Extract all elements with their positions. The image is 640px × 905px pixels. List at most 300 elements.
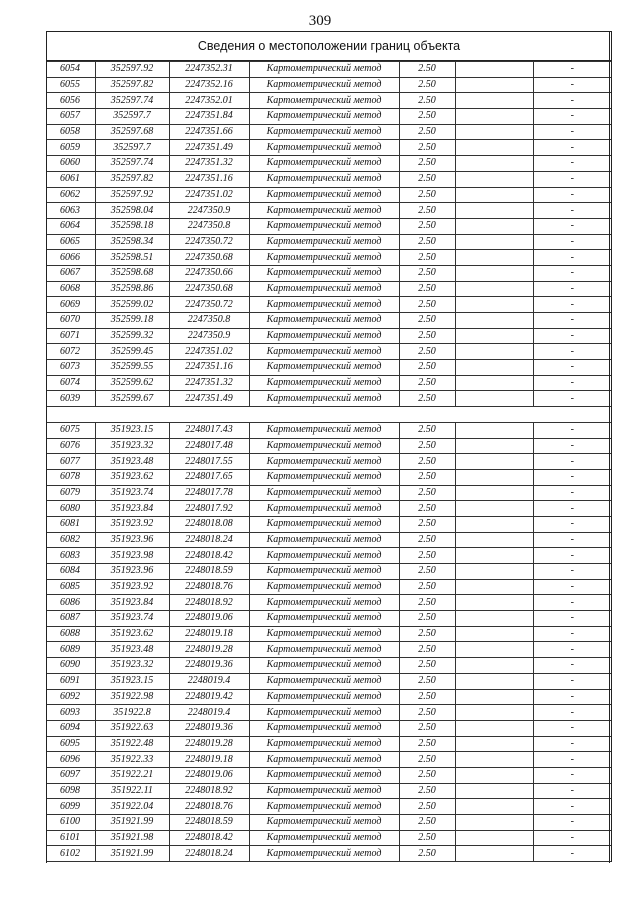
method-cell: Картометрический метод: [249, 752, 399, 768]
note-cell: -: [533, 422, 611, 438]
note-cell: -: [533, 124, 611, 140]
note-cell: -: [533, 438, 611, 454]
x-coordinate-cell: 351923.48: [95, 642, 169, 658]
point-number-cell: 6099: [47, 799, 95, 815]
y-coordinate-cell: 2248018.24: [169, 846, 249, 862]
point-number-cell: 6087: [47, 611, 95, 627]
y-coordinate-cell: 2248019.36: [169, 658, 249, 674]
accuracy-cell: 2.50: [399, 438, 455, 454]
method-cell: Картометрический метод: [249, 815, 399, 831]
accuracy-cell: 2.50: [399, 595, 455, 611]
method-cell: Картометрический метод: [249, 438, 399, 454]
accuracy-cell: 2.50: [399, 422, 455, 438]
method-cell: Картометрический метод: [249, 281, 399, 297]
note-cell: -: [533, 469, 611, 485]
point-number-cell: 6100: [47, 815, 95, 831]
x-coordinate-cell: 352599.18: [95, 313, 169, 329]
point-number-cell: 6078: [47, 469, 95, 485]
accuracy-cell: 2.50: [399, 736, 455, 752]
accuracy-cell: 2.50: [399, 328, 455, 344]
accuracy-cell: 2.50: [399, 218, 455, 234]
x-coordinate-cell: 351923.62: [95, 469, 169, 485]
accuracy-cell: 2.50: [399, 564, 455, 580]
accuracy-cell: 2.50: [399, 532, 455, 548]
y-coordinate-cell: 2247350.8: [169, 218, 249, 234]
note-cell: -: [533, 720, 611, 736]
note-cell: -: [533, 564, 611, 580]
y-coordinate-cell: 2247352.31: [169, 62, 249, 78]
note-cell: -: [533, 501, 611, 517]
point-number-cell: 6076: [47, 438, 95, 454]
note-cell: -: [533, 579, 611, 595]
accuracy-cell: 2.50: [399, 579, 455, 595]
method-cell: Картометрический метод: [249, 156, 399, 172]
table-title: Сведения о местоположении границ объекта: [47, 32, 611, 61]
accuracy-cell: 2.50: [399, 344, 455, 360]
x-coordinate-cell: 351922.04: [95, 799, 169, 815]
note-cell: -: [533, 93, 611, 109]
accuracy-cell: 2.50: [399, 658, 455, 674]
note-cell: -: [533, 548, 611, 564]
note-cell: -: [533, 344, 611, 360]
point-number-cell: 6068: [47, 281, 95, 297]
point-number-cell: 6069: [47, 297, 95, 313]
y-coordinate-cell: 2248018.92: [169, 595, 249, 611]
y-coordinate-cell: 2248018.42: [169, 548, 249, 564]
y-coordinate-cell: 2248019.06: [169, 611, 249, 627]
point-number-cell: 6055: [47, 77, 95, 93]
method-cell: Картометрический метод: [249, 846, 399, 862]
y-coordinate-cell: 2247350.72: [169, 234, 249, 250]
point-number-cell: 6082: [47, 532, 95, 548]
x-coordinate-cell: 352598.86: [95, 281, 169, 297]
note-cell: -: [533, 705, 611, 721]
note-cell: -: [533, 328, 611, 344]
accuracy-cell: 2.50: [399, 501, 455, 517]
y-coordinate-cell: 2247350.66: [169, 265, 249, 281]
y-coordinate-cell: 2247352.01: [169, 93, 249, 109]
point-number-cell: 6058: [47, 124, 95, 140]
y-coordinate-cell: 2248017.55: [169, 454, 249, 470]
note-cell: -: [533, 736, 611, 752]
x-coordinate-cell: 351923.96: [95, 532, 169, 548]
y-coordinate-cell: 2247350.72: [169, 297, 249, 313]
y-coordinate-cell: 2248018.42: [169, 830, 249, 846]
point-number-cell: 6086: [47, 595, 95, 611]
accuracy-cell: 2.50: [399, 156, 455, 172]
method-cell: Картометрический метод: [249, 783, 399, 799]
note-cell: -: [533, 234, 611, 250]
y-coordinate-cell: 2247351.02: [169, 187, 249, 203]
method-cell: Картометрический метод: [249, 124, 399, 140]
note-cell: -: [533, 485, 611, 501]
y-coordinate-cell: 2247351.49: [169, 391, 249, 407]
point-number-cell: 6066: [47, 250, 95, 266]
note-cell: -: [533, 109, 611, 125]
y-coordinate-cell: 2248018.24: [169, 532, 249, 548]
accuracy-cell: 2.50: [399, 140, 455, 156]
method-cell: Картометрический метод: [249, 218, 399, 234]
method-cell: Картометрический метод: [249, 344, 399, 360]
x-coordinate-cell: 352598.04: [95, 203, 169, 219]
y-coordinate-cell: 2248018.76: [169, 799, 249, 815]
accuracy-cell: 2.50: [399, 234, 455, 250]
point-number-cell: 6064: [47, 218, 95, 234]
note-cell: -: [533, 77, 611, 93]
x-coordinate-cell: 352597.92: [95, 187, 169, 203]
note-cell: -: [533, 815, 611, 831]
point-number-cell: 6079: [47, 485, 95, 501]
accuracy-cell: 2.50: [399, 611, 455, 627]
note-cell: -: [533, 297, 611, 313]
point-number-cell: 6088: [47, 626, 95, 642]
y-coordinate-cell: 2247351.16: [169, 171, 249, 187]
point-number-cell: 6101: [47, 830, 95, 846]
method-cell: Картометрический метод: [249, 626, 399, 642]
accuracy-cell: 2.50: [399, 720, 455, 736]
accuracy-cell: 2.50: [399, 846, 455, 862]
y-coordinate-cell: 2247351.16: [169, 360, 249, 376]
method-cell: Картометрический метод: [249, 77, 399, 93]
method-cell: Картометрический метод: [249, 375, 399, 391]
page-number: 309: [308, 13, 332, 29]
y-coordinate-cell: 2248019.06: [169, 767, 249, 783]
x-coordinate-cell: 351921.99: [95, 846, 169, 862]
x-coordinate-cell: 351923.62: [95, 626, 169, 642]
point-number-cell: 6098: [47, 783, 95, 799]
y-coordinate-cell: 2248019.28: [169, 736, 249, 752]
method-cell: Картометрический метод: [249, 830, 399, 846]
method-cell: Картометрический метод: [249, 187, 399, 203]
note-cell: -: [533, 218, 611, 234]
point-number-cell: 6072: [47, 344, 95, 360]
x-coordinate-cell: 352597.82: [95, 77, 169, 93]
accuracy-cell: 2.50: [399, 799, 455, 815]
method-cell: Картометрический метод: [249, 720, 399, 736]
x-coordinate-cell: 351922.8: [95, 705, 169, 721]
method-cell: Картометрический метод: [249, 93, 399, 109]
y-coordinate-cell: 2248019.18: [169, 626, 249, 642]
point-number-cell: 6094: [47, 720, 95, 736]
x-coordinate-cell: 351923.84: [95, 595, 169, 611]
x-coordinate-cell: 352599.62: [95, 375, 169, 391]
y-coordinate-cell: 2247351.32: [169, 156, 249, 172]
accuracy-cell: 2.50: [399, 62, 455, 78]
method-cell: Картометрический метод: [249, 736, 399, 752]
accuracy-cell: 2.50: [399, 815, 455, 831]
x-coordinate-cell: 351922.48: [95, 736, 169, 752]
y-coordinate-cell: 2248017.48: [169, 438, 249, 454]
x-coordinate-cell: 352599.32: [95, 328, 169, 344]
x-coordinate-cell: 352597.68: [95, 124, 169, 140]
y-coordinate-cell: 2248019.28: [169, 642, 249, 658]
point-number-cell: 6062: [47, 187, 95, 203]
accuracy-cell: 2.50: [399, 93, 455, 109]
method-cell: Картометрический метод: [249, 532, 399, 548]
method-cell: Картометрический метод: [249, 501, 399, 517]
method-cell: Картометрический метод: [249, 564, 399, 580]
accuracy-cell: 2.50: [399, 250, 455, 266]
point-number-cell: 6065: [47, 234, 95, 250]
method-cell: Картометрический метод: [249, 422, 399, 438]
point-number-cell: 6077: [47, 454, 95, 470]
method-cell: Картометрический метод: [249, 642, 399, 658]
method-cell: Картометрический метод: [249, 328, 399, 344]
accuracy-cell: 2.50: [399, 265, 455, 281]
note-cell: -: [533, 203, 611, 219]
x-coordinate-cell: 352597.82: [95, 171, 169, 187]
x-coordinate-cell: 351923.98: [95, 548, 169, 564]
note-cell: -: [533, 830, 611, 846]
note-cell: -: [533, 171, 611, 187]
x-coordinate-cell: 351923.96: [95, 564, 169, 580]
method-cell: Картометрический метод: [249, 579, 399, 595]
method-cell: Картометрический метод: [249, 595, 399, 611]
accuracy-cell: 2.50: [399, 548, 455, 564]
accuracy-cell: 2.50: [399, 313, 455, 329]
y-coordinate-cell: 2248017.92: [169, 501, 249, 517]
note-cell: -: [533, 516, 611, 532]
note-cell: -: [533, 313, 611, 329]
x-coordinate-cell: 351923.92: [95, 516, 169, 532]
point-number-cell: 6057: [47, 109, 95, 125]
note-cell: -: [533, 156, 611, 172]
point-number-cell: 6074: [47, 375, 95, 391]
y-coordinate-cell: 2247351.84: [169, 109, 249, 125]
x-coordinate-cell: 351922.98: [95, 689, 169, 705]
method-cell: Картометрический метод: [249, 250, 399, 266]
x-coordinate-cell: 351922.11: [95, 783, 169, 799]
x-coordinate-cell: 352598.18: [95, 218, 169, 234]
y-coordinate-cell: 2248019.42: [169, 689, 249, 705]
y-coordinate-cell: 2248018.08: [169, 516, 249, 532]
x-coordinate-cell: 351923.32: [95, 438, 169, 454]
point-number-cell: 6091: [47, 673, 95, 689]
y-coordinate-cell: 2248019.18: [169, 752, 249, 768]
y-coordinate-cell: 2248019.4: [169, 705, 249, 721]
accuracy-cell: 2.50: [399, 203, 455, 219]
accuracy-cell: 2.50: [399, 516, 455, 532]
method-cell: Картометрический метод: [249, 799, 399, 815]
method-cell: Картометрический метод: [249, 234, 399, 250]
x-coordinate-cell: 352597.74: [95, 156, 169, 172]
note-cell: -: [533, 642, 611, 658]
note-cell: -: [533, 846, 611, 862]
note-cell: -: [533, 375, 611, 391]
note-cell: -: [533, 611, 611, 627]
note-cell: -: [533, 360, 611, 376]
y-coordinate-cell: 2248018.59: [169, 815, 249, 831]
point-number-cell: 6080: [47, 501, 95, 517]
note-cell: -: [533, 140, 611, 156]
accuracy-cell: 2.50: [399, 187, 455, 203]
y-coordinate-cell: 2248019.36: [169, 720, 249, 736]
note-cell: -: [533, 595, 611, 611]
method-cell: Картометрический метод: [249, 673, 399, 689]
accuracy-cell: 2.50: [399, 830, 455, 846]
note-cell: -: [533, 391, 611, 407]
note-cell: -: [533, 799, 611, 815]
note-cell: -: [533, 281, 611, 297]
x-coordinate-cell: 351922.21: [95, 767, 169, 783]
y-coordinate-cell: 2247350.8: [169, 313, 249, 329]
method-cell: Картометрический метод: [249, 265, 399, 281]
note-cell: -: [533, 265, 611, 281]
note-cell: -: [533, 752, 611, 768]
accuracy-cell: 2.50: [399, 297, 455, 313]
x-coordinate-cell: 352597.7: [95, 109, 169, 125]
x-coordinate-cell: 352599.02: [95, 297, 169, 313]
method-cell: Картометрический метод: [249, 109, 399, 125]
point-number-cell: 6061: [47, 171, 95, 187]
accuracy-cell: 2.50: [399, 767, 455, 783]
x-coordinate-cell: 351923.74: [95, 485, 169, 501]
method-cell: Картометрический метод: [249, 469, 399, 485]
point-number-cell: 6084: [47, 564, 95, 580]
x-coordinate-cell: 351923.74: [95, 611, 169, 627]
x-coordinate-cell: 351921.98: [95, 830, 169, 846]
x-coordinate-cell: 351922.63: [95, 720, 169, 736]
accuracy-cell: 2.50: [399, 109, 455, 125]
x-coordinate-cell: 352597.92: [95, 62, 169, 78]
point-number-cell: 6090: [47, 658, 95, 674]
method-cell: Картометрический метод: [249, 297, 399, 313]
note-cell: -: [533, 658, 611, 674]
accuracy-cell: 2.50: [399, 642, 455, 658]
y-coordinate-cell: 2248018.92: [169, 783, 249, 799]
accuracy-cell: 2.50: [399, 752, 455, 768]
method-cell: Картометрический метод: [249, 171, 399, 187]
method-cell: Картометрический метод: [249, 689, 399, 705]
note-cell: -: [533, 250, 611, 266]
method-cell: Картометрический метод: [249, 313, 399, 329]
y-coordinate-cell: 2247351.02: [169, 344, 249, 360]
point-number-cell: 6063: [47, 203, 95, 219]
y-coordinate-cell: 2248017.43: [169, 422, 249, 438]
point-number-cell: 6054: [47, 62, 95, 78]
method-cell: Картометрический метод: [249, 203, 399, 219]
accuracy-cell: 2.50: [399, 626, 455, 642]
y-coordinate-cell: 2248019.4: [169, 673, 249, 689]
x-coordinate-cell: 351923.84: [95, 501, 169, 517]
accuracy-cell: 2.50: [399, 469, 455, 485]
method-cell: Картометрический метод: [249, 391, 399, 407]
x-coordinate-cell: 352597.7: [95, 140, 169, 156]
method-cell: Картометрический метод: [249, 611, 399, 627]
accuracy-cell: 2.50: [399, 124, 455, 140]
x-coordinate-cell: 351923.15: [95, 422, 169, 438]
note-cell: -: [533, 783, 611, 799]
point-number-cell: 6071: [47, 328, 95, 344]
x-coordinate-cell: 352599.45: [95, 344, 169, 360]
x-coordinate-cell: 351922.33: [95, 752, 169, 768]
table-frame-sides: [46, 31, 610, 863]
note-cell: -: [533, 626, 611, 642]
point-number-cell: 6081: [47, 516, 95, 532]
x-coordinate-cell: 351923.92: [95, 579, 169, 595]
point-number-cell: 6039: [47, 391, 95, 407]
accuracy-cell: 2.50: [399, 689, 455, 705]
note-cell: -: [533, 532, 611, 548]
x-coordinate-cell: 352597.74: [95, 93, 169, 109]
point-number-cell: 6092: [47, 689, 95, 705]
method-cell: Картометрический метод: [249, 485, 399, 501]
point-number-cell: 6073: [47, 360, 95, 376]
x-coordinate-cell: 351923.15: [95, 673, 169, 689]
point-number-cell: 6059: [47, 140, 95, 156]
x-coordinate-cell: 351923.48: [95, 454, 169, 470]
y-coordinate-cell: 2248017.65: [169, 469, 249, 485]
note-cell: -: [533, 767, 611, 783]
x-coordinate-cell: 351921.99: [95, 815, 169, 831]
method-cell: Картометрический метод: [249, 62, 399, 78]
accuracy-cell: 2.50: [399, 360, 455, 376]
method-cell: Картометрический метод: [249, 140, 399, 156]
note-cell: -: [533, 689, 611, 705]
y-coordinate-cell: 2247350.68: [169, 250, 249, 266]
method-cell: Картометрический метод: [249, 454, 399, 470]
note-cell: -: [533, 673, 611, 689]
y-coordinate-cell: 2247350.9: [169, 328, 249, 344]
point-number-cell: 6070: [47, 313, 95, 329]
y-coordinate-cell: 2248017.78: [169, 485, 249, 501]
accuracy-cell: 2.50: [399, 705, 455, 721]
y-coordinate-cell: 2247351.66: [169, 124, 249, 140]
x-coordinate-cell: 352599.55: [95, 360, 169, 376]
accuracy-cell: 2.50: [399, 783, 455, 799]
accuracy-cell: 2.50: [399, 281, 455, 297]
point-number-cell: 6056: [47, 93, 95, 109]
point-number-cell: 6096: [47, 752, 95, 768]
method-cell: Картометрический метод: [249, 767, 399, 783]
y-coordinate-cell: 2247351.49: [169, 140, 249, 156]
point-number-cell: 6095: [47, 736, 95, 752]
y-coordinate-cell: 2247350.68: [169, 281, 249, 297]
accuracy-cell: 2.50: [399, 171, 455, 187]
point-number-cell: 6097: [47, 767, 95, 783]
point-number-cell: 6089: [47, 642, 95, 658]
accuracy-cell: 2.50: [399, 375, 455, 391]
x-coordinate-cell: 352598.51: [95, 250, 169, 266]
y-coordinate-cell: 2247352.16: [169, 77, 249, 93]
y-coordinate-cell: 2248018.59: [169, 564, 249, 580]
note-cell: -: [533, 62, 611, 78]
point-number-cell: 6085: [47, 579, 95, 595]
point-number-cell: 6083: [47, 548, 95, 564]
y-coordinate-cell: 2248018.76: [169, 579, 249, 595]
method-cell: Картометрический метод: [249, 658, 399, 674]
x-coordinate-cell: 351923.32: [95, 658, 169, 674]
method-cell: Картометрический метод: [249, 548, 399, 564]
point-number-cell: 6067: [47, 265, 95, 281]
method-cell: Картометрический метод: [249, 516, 399, 532]
accuracy-cell: 2.50: [399, 77, 455, 93]
point-number-cell: 6102: [47, 846, 95, 862]
note-cell: -: [533, 454, 611, 470]
point-number-cell: 6060: [47, 156, 95, 172]
x-coordinate-cell: 352598.34: [95, 234, 169, 250]
method-cell: Картометрический метод: [249, 705, 399, 721]
y-coordinate-cell: 2247351.32: [169, 375, 249, 391]
method-cell: Картометрический метод: [249, 360, 399, 376]
accuracy-cell: 2.50: [399, 454, 455, 470]
accuracy-cell: 2.50: [399, 673, 455, 689]
accuracy-cell: 2.50: [399, 485, 455, 501]
y-coordinate-cell: 2247350.9: [169, 203, 249, 219]
x-coordinate-cell: 352598.68: [95, 265, 169, 281]
note-cell: -: [533, 187, 611, 203]
point-number-cell: 6093: [47, 705, 95, 721]
